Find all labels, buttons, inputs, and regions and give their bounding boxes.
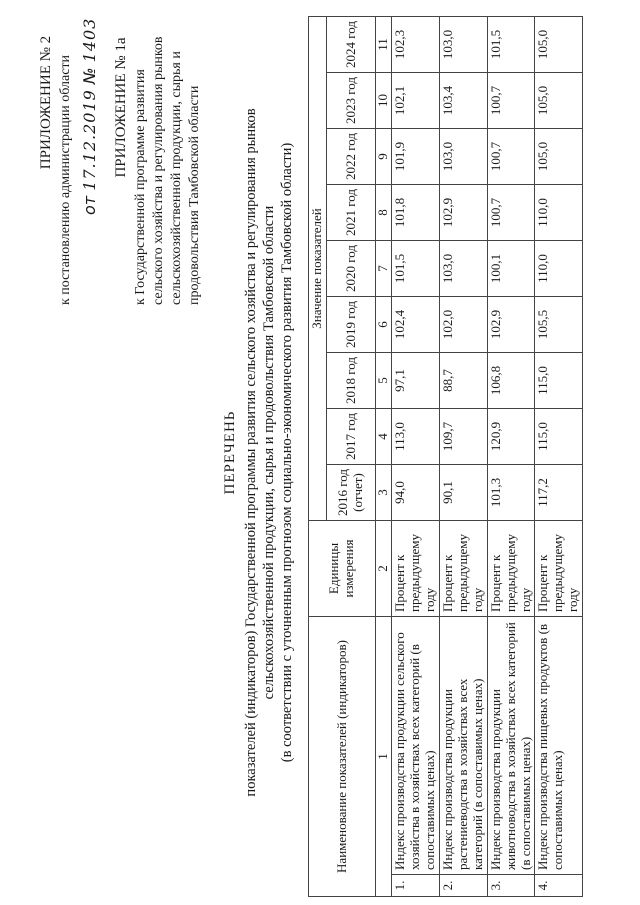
document-description-line: сельскохозяйственной продукции, сырья и продовольствия Тамбовской области	[261, 205, 277, 700]
indicator-value: 105,5	[535, 297, 583, 353]
decree-reference: к постановлению администрации области	[58, 54, 73, 306]
indicator-value: 94,0	[392, 465, 440, 521]
header-name: Наименование показателей (индикаторов)	[309, 617, 376, 897]
header-year: 2016 год (отчет)	[327, 465, 376, 521]
indicator-value: 102,9	[487, 297, 535, 353]
header-year: 2018 год	[327, 353, 376, 409]
indicator-name: Индекс производства продукции растениеводства в хозяйствах всех категорий (в сопоставимых ценах)	[439, 617, 487, 875]
indicator-value: 113,0	[392, 409, 440, 465]
indicator-value: 102,0	[439, 297, 487, 353]
indicator-value: 102,9	[439, 185, 487, 241]
indicator-value: 100,7	[487, 129, 535, 185]
indicator-value: 115,0	[535, 409, 583, 465]
column-number: 1	[376, 617, 392, 897]
indicator-value: 100,7	[487, 185, 535, 241]
document-description-line: показателей (индикаторов) Государственной программы развития сельского хозяйства и регулирования рынков	[243, 108, 259, 797]
column-number: 5	[376, 353, 392, 409]
column-number: 6	[376, 297, 392, 353]
indicator-unit: Процент к предыдущему году	[439, 521, 487, 617]
decree-number: 1403	[80, 17, 99, 63]
row-number: 2.	[439, 875, 487, 897]
table-row	[439, 17, 487, 897]
indicator-value: 90,1	[439, 465, 487, 521]
indicator-value: 103,0	[439, 241, 487, 297]
decree-date-line	[80, 0, 99, 215]
table-row	[392, 17, 440, 897]
sub-appendix-heading: ПРИЛОЖЕНИЕ № 1а	[113, 37, 129, 178]
indicator-value: 101,5	[487, 17, 535, 73]
program-reference-line: сельскохозяйственной продукции, сырья и	[169, 51, 184, 305]
header-year: 2024 год	[327, 17, 376, 73]
column-number: 4	[376, 409, 392, 465]
indicator-value: 100,7	[487, 73, 535, 129]
decree-from-label: от	[80, 195, 99, 215]
indicator-value: 100,1	[487, 241, 535, 297]
column-number: 9	[376, 129, 392, 185]
column-number: 3	[376, 465, 392, 521]
table-row	[487, 17, 535, 897]
program-reference-line: сельского хозяйства и регулирования рынков	[151, 36, 166, 305]
program-reference-line: к Государственной программе развития	[133, 69, 148, 305]
header-values-group: Значение показателей	[309, 17, 327, 521]
indicator-value: 88,7	[439, 353, 487, 409]
header-year: 2022 год	[327, 129, 376, 185]
indicator-value: 101,5	[392, 241, 440, 297]
indicators-table	[308, 16, 583, 897]
indicator-value: 102,4	[392, 297, 440, 353]
indicator-value: 102,3	[392, 17, 440, 73]
table-header-row	[309, 17, 327, 897]
indicator-value: 101,8	[392, 185, 440, 241]
indicator-value: 106,8	[487, 353, 535, 409]
indicator-value: 105,0	[535, 129, 583, 185]
header-year: 2019 год	[327, 297, 376, 353]
column-number: 10	[376, 73, 392, 129]
indicator-unit: Процент к предыдущему году	[487, 521, 535, 617]
program-reference-line: продовольствия Тамбовской области	[187, 85, 202, 305]
header-unit: Единицы измерения	[309, 521, 376, 617]
indicator-value: 101,9	[392, 129, 440, 185]
indicator-value: 110,0	[535, 185, 583, 241]
indicator-value: 103,0	[439, 129, 487, 185]
header-year: 2020 год	[327, 241, 376, 297]
row-number: 4.	[535, 875, 583, 897]
indicator-value: 97,1	[392, 353, 440, 409]
row-number: 1.	[392, 875, 440, 897]
decree-date: 17.12.2019	[80, 89, 99, 191]
indicator-value: 115,0	[535, 353, 583, 409]
indicator-value: 117,2	[535, 465, 583, 521]
header-year: 2023 год	[327, 73, 376, 129]
indicator-name: Индекс производства продукции животноводства в хозяйствах всех категорий (в сопоставимых ценах)	[487, 617, 535, 875]
document-title: ПЕРЕЧЕНЬ	[222, 410, 238, 495]
indicator-unit: Процент к предыдущему году	[392, 521, 440, 617]
indicator-value: 110,0	[535, 241, 583, 297]
column-number-row	[376, 17, 392, 897]
appendix-heading: ПРИЛОЖЕНИЕ № 2	[38, 35, 54, 170]
column-number: 7	[376, 241, 392, 297]
row-number: 3.	[487, 875, 535, 897]
indicator-value: 102,1	[392, 73, 440, 129]
indicator-value: 109,7	[439, 409, 487, 465]
indicator-name: Индекс производства пищевых продуктов (в сопоставимых ценах)	[535, 617, 583, 875]
indicator-value: 101,3	[487, 465, 535, 521]
column-number: 11	[376, 17, 392, 73]
indicator-value: 120,9	[487, 409, 535, 465]
header-year: 2017 год	[327, 409, 376, 465]
indicator-value: 105,0	[535, 17, 583, 73]
indicator-value: 105,0	[535, 73, 583, 129]
column-number: 2	[376, 521, 392, 617]
table-row	[535, 17, 583, 897]
header-year: 2021 год	[327, 185, 376, 241]
document-description-line: (в соответствии с уточненным прогнозом социально-экономического развития Тамбовской области)	[279, 142, 295, 763]
indicator-unit: Процент к предыдущему году	[535, 521, 583, 617]
indicator-name: Индекс производства продукции сельского хозяйства в хозяйствах всех категорий (в сопоставимых ценах)	[392, 617, 440, 875]
indicator-value: 103,4	[439, 73, 487, 129]
indicator-value: 103,0	[439, 17, 487, 73]
decree-number-sign: №	[80, 67, 99, 85]
column-number: 8	[376, 185, 392, 241]
